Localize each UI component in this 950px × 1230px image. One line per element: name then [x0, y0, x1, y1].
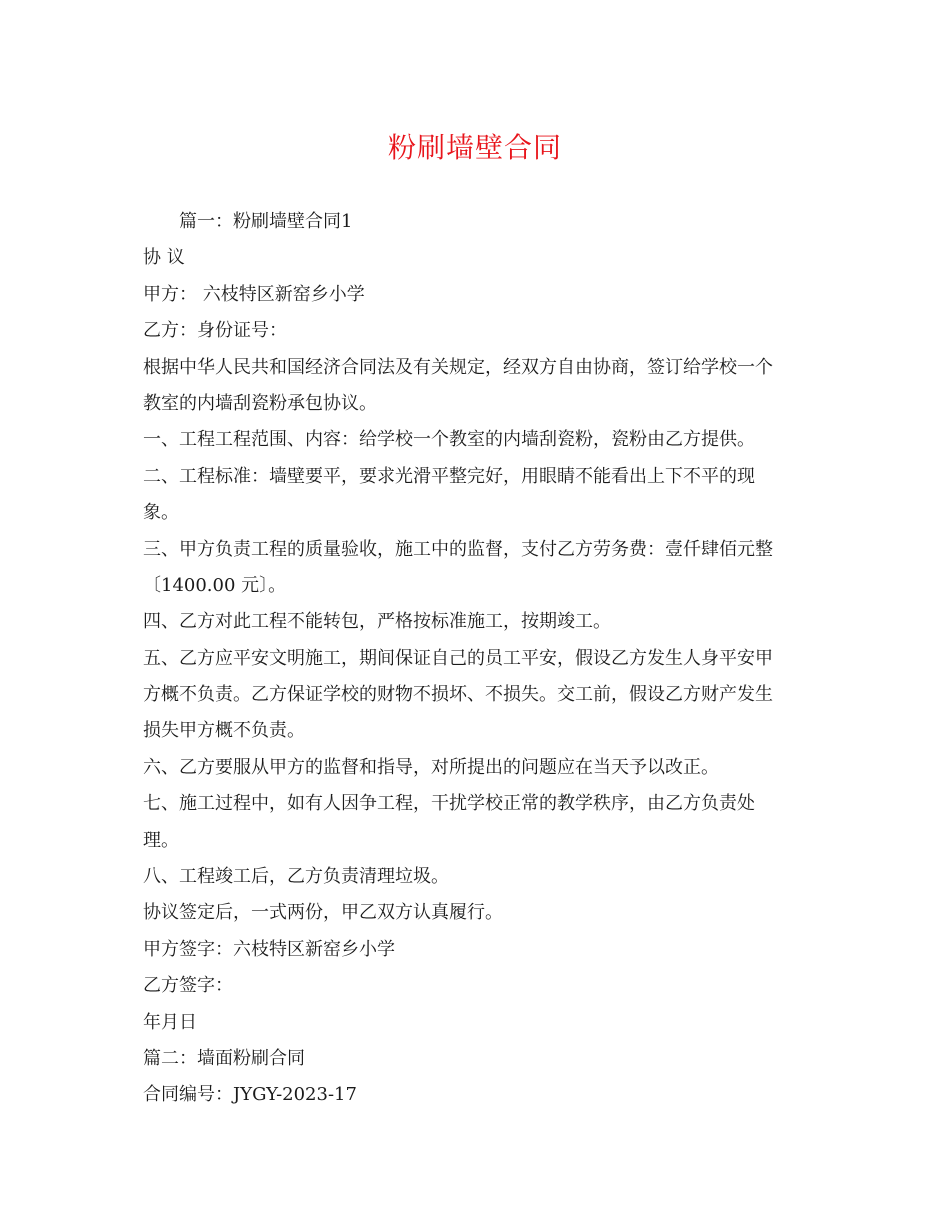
agreement-heading: 协 议: [143, 247, 185, 269]
clause-5-line-2: 方概不负责。乙方保证学校的财物不损坏、不损失。交工前，假设乙方财产发生: [143, 684, 773, 706]
clause-8: 八、工程竣工后，乙方负责清理垃圾。: [143, 866, 449, 888]
clause-4: 四、乙方对此工程不能转包，严格按标准施工，按期竣工。: [143, 611, 611, 633]
clause-7-line-1: 七、施工过程中，如有人因争工程，干扰学校正常的教学秩序，由乙方负责处: [143, 793, 755, 815]
clause-3-line-1: 三、甲方负责工程的质量验收，施工中的监督，支付乙方劳务费：壹仟肆佰元整: [143, 538, 773, 560]
clause-1: 一、工程工程范围、内容：给学校一个教室的内墙刮瓷粉，瓷粉由乙方提供。: [143, 429, 755, 451]
party-b-line: 乙方：身份证号：: [143, 320, 287, 342]
document-body: [143, 204, 803, 1114]
date-line: 年月日: [143, 1011, 197, 1033]
clause-6: 六、乙方要服从甲方的监督和指导，对所提出的问题应在当天予以改正。: [143, 756, 719, 778]
party-a-signature: 甲方签字：六枝特区新窑乡小学: [143, 938, 395, 960]
section-heading-part-one: 篇一：粉刷墙壁合同1: [179, 211, 353, 232]
document-title: 粉刷墙壁合同: [387, 131, 562, 164]
clause-7-line-2: 理。: [143, 829, 179, 851]
preamble-line-2: 教室的内墙刮瓷粉承包协议。: [143, 392, 377, 414]
contract-number: 合同编号：JYGY-2023-17: [143, 1084, 357, 1106]
clause-5-line-1: 五、乙方应平安文明施工，期间保证自己的员工平安，假设乙方发生人身平安甲: [143, 647, 773, 669]
section-heading-part-two: 篇二：墙面粉刷合同: [143, 1047, 305, 1069]
clause-2-line-1: 二、工程标准：墙壁要平，要求光滑平整完好，用眼睛不能看出上下不平的现: [143, 465, 755, 487]
party-a-line: 甲方： 六枝特区新窑乡小学: [143, 283, 365, 305]
preamble-line-1: 根据中华人民共和国经济合同法及有关规定，经双方自由协商，签订给学校一个: [143, 356, 773, 378]
party-b-signature: 乙方签字：: [143, 975, 233, 997]
clause-5-line-3: 损失甲方概不负责。: [143, 720, 305, 742]
closing-statement: 协议签定后，一式两份，甲乙双方认真履行。: [143, 902, 503, 924]
clause-3-line-2: 〔1400.00 元〕。: [143, 574, 287, 596]
clause-2-line-2: 象。: [143, 502, 179, 524]
